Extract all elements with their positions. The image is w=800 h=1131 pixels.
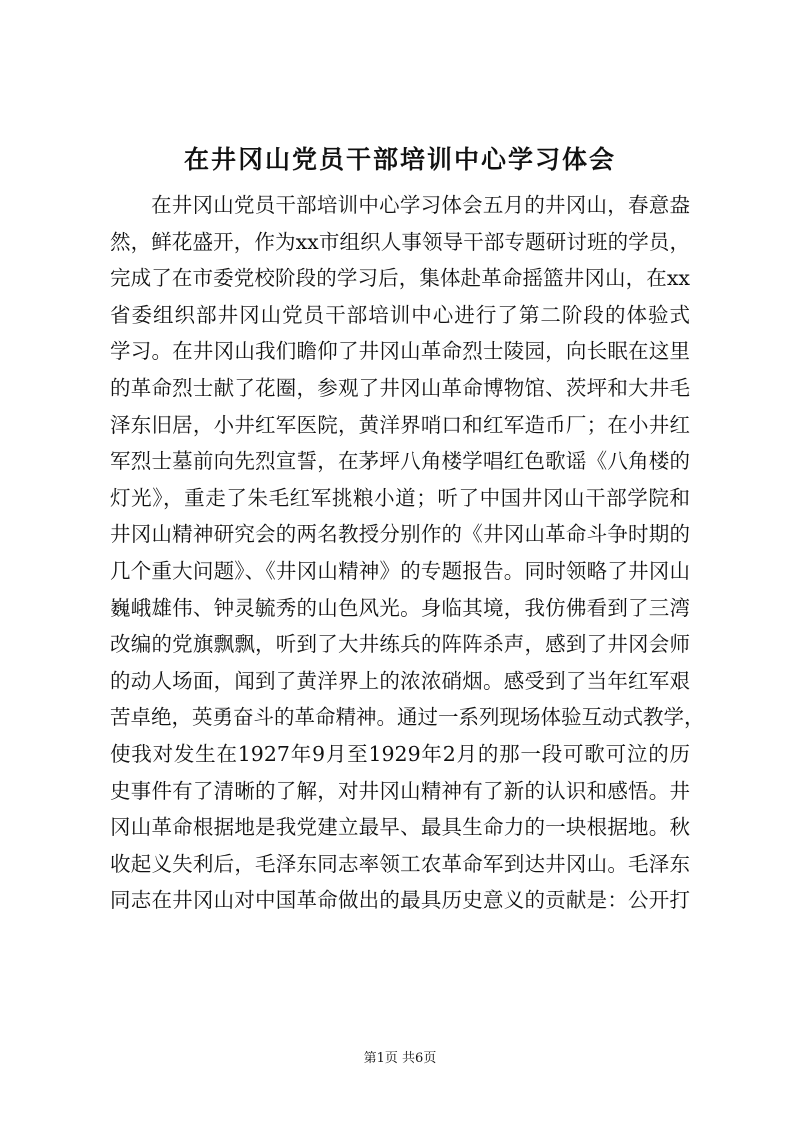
body-line: 几个重大问题》、《井冈山精神》的专题报告。同时领略了井冈山 (110, 558, 690, 583)
body-line: 省委组织部井冈山党员干部培训中心进行了第二阶段的体验式 (110, 302, 690, 327)
body-line: 史事件有了清晰的了解，对井冈山精神有了新的认识和感悟。井 (110, 778, 690, 803)
body-line: 的革命烈士献了花圈，参观了井冈山革命博物馆、茨坪和大井毛 (110, 375, 690, 400)
body-line: 完成了在市委党校阶段的学习后，集体赴革命摇篮井冈山，在xx (110, 266, 690, 291)
body-line: 井冈山精神研究会的两名教授分别作的《井冈山革命斗争时期的 (110, 522, 690, 547)
body-line: 然，鲜花盛开，作为xx市组织人事领导干部专题研讨班的学员， (110, 229, 690, 254)
body-line: 收起义失利后，毛泽东同志率领工农革命军到达井冈山。毛泽东 (110, 851, 690, 876)
body-line: 改编的党旗飘飘，听到了大井练兵的阵阵杀声，感到了井冈会师 (110, 632, 690, 657)
body-line: 使我对发生在1927年9月至1929年2月的那一段可歌可泣的历 (110, 741, 690, 766)
body-line: 巍峨雄伟、钟灵毓秀的山色风光。身临其境，我仿佛看到了三湾 (110, 595, 690, 620)
body-line: 的动人场面，闻到了黄洋界上的浓浓硝烟。感受到了当年红军艰 (110, 668, 690, 693)
document-body (110, 187, 705, 919)
body-line: 同志在井冈山对中国革命做出的最具历史意义的贡献是：公开打 (110, 888, 690, 913)
body-line: 在井冈山党员干部培训中心学习体会五月的井冈山，春意盎 (151, 193, 690, 217)
page-number-footer: 第1页 共6页 (363, 1051, 437, 1066)
body-line: 灯光》，重走了朱毛红军挑粮小道；听了中国井冈山干部学院和 (110, 485, 690, 510)
body-line: 冈山革命根据地是我党建立最早、最具生命力的一块根据地。秋 (110, 815, 690, 840)
body-line: 军烈士墓前向先烈宣誓，在茅坪八角楼学唱红色歌谣《八角楼的 (110, 449, 690, 474)
document-title: 在井冈山党员干部培训中心学习体会 (183, 145, 616, 174)
body-line: 学习。在井冈山我们瞻仰了井冈山革命烈士陵园，向长眠在这里 (110, 339, 690, 364)
body-line: 苦卓绝，英勇奋斗的革命精神。通过一系列现场体验互动式教学， (110, 705, 705, 730)
body-line: 泽东旧居，小井红军医院，黄洋界哨口和红军造币厂；在小井红 (110, 412, 690, 437)
